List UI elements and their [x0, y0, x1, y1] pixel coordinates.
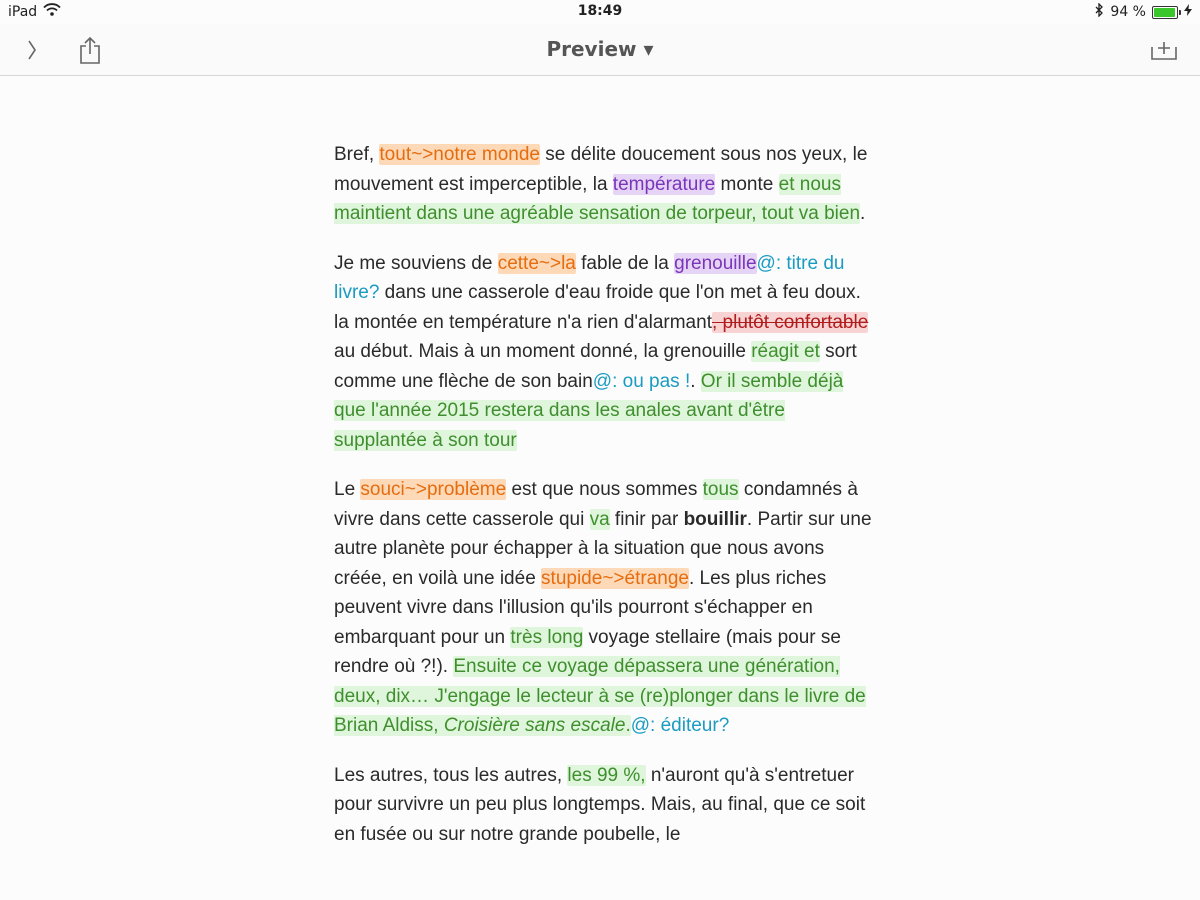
text: est que nous sommes: [506, 479, 703, 500]
addition: tous: [702, 479, 739, 500]
add-tray-icon: [1150, 39, 1178, 61]
status-time: 18:49: [577, 3, 623, 19]
substitution: cette~>la: [497, 252, 576, 274]
text: condamnés à vivre dans cette casserole qui: [334, 479, 858, 530]
caret-down-icon: ▾: [643, 37, 654, 61]
battery-percent: 94 %: [1110, 4, 1146, 20]
charging-icon: [1184, 4, 1192, 20]
paragraph-1: [334, 140, 874, 229]
text: .: [625, 715, 631, 736]
document-preview: [334, 140, 874, 869]
addition: va: [589, 508, 610, 530]
paragraph-3: [334, 475, 874, 741]
text: finir par: [609, 508, 684, 530]
paragraph-4: [334, 761, 874, 850]
text: au début. Mais à un moment donné, la grenouille: [334, 341, 752, 362]
text: .: [690, 370, 701, 392]
text: .: [860, 203, 866, 224]
text: monte: [715, 173, 779, 195]
status-bar: [0, 0, 1200, 24]
bluetooth-icon: [1095, 3, 1104, 21]
comment: @: éditeur?: [630, 715, 730, 736]
text: . Les plus riches peuvent vivre dans l'illusion qu'ils pourront s'échapper en embarquant pour un: [334, 567, 827, 648]
substitution: tout~>notre monde: [379, 144, 540, 165]
comment: @: ou pas !: [592, 370, 691, 392]
italic-text: Croisière sans escale: [443, 715, 626, 736]
addition: réagit et: [751, 341, 820, 362]
substitution: stupide~>étrange: [541, 567, 689, 589]
nav-bar: [0, 24, 1200, 76]
addition: les 99 %,: [567, 764, 646, 786]
text: Bref,: [334, 144, 380, 165]
text: dans une casserole d'eau froide que l'on met à feu doux. la montée en température n'a rien d'alarmant: [334, 282, 861, 333]
text: . Partir sur une autre planète pour échapper à la situation que nous avons créée, en voilà une idée: [334, 508, 872, 589]
paragraph-2: [334, 249, 874, 456]
bold-text: bouillir: [683, 508, 747, 530]
highlight: température: [612, 173, 716, 195]
text: voyage stellaire (mais pour se rendre où ?!).: [334, 626, 841, 677]
addition: et nous maintient dans une agréable sensation de torpeur, tout va bien: [334, 173, 861, 224]
text: se délite doucement sous nos yeux, le mouvement est imperceptible, la: [334, 144, 868, 195]
text: n'auront qu'à s'entretuer pour survivre un peu plus longtemps. Mais, au final, que ce soit en fusée ou sur notre grande poubelle, le: [334, 764, 866, 845]
text: fable de la: [575, 252, 675, 274]
text: Le: [334, 479, 361, 500]
substitution: souci~>problème: [360, 479, 507, 500]
addition: Or il semble déjà que l'année 2015 restera dans les anales avant d'être supplantée à son tour: [334, 370, 844, 451]
text: Ensuite ce voyage dépassera une génération, deux, dix… J'engage le lecteur à se (re)plonger dans le livre de Brian Aldiss,: [334, 656, 866, 736]
preview-title-menu[interactable]: [0, 37, 1200, 61]
text: sort comme une flèche de son bain: [334, 341, 857, 392]
text: Les autres, tous les autres,: [334, 764, 568, 786]
text: Je me souviens de: [334, 252, 498, 274]
addition: très long: [510, 626, 584, 648]
wifi-icon: [43, 3, 61, 20]
device-name: iPad: [8, 3, 38, 20]
highlight: grenouille: [674, 252, 757, 274]
page-title: Preview: [546, 37, 637, 61]
battery-icon: [1152, 6, 1178, 19]
new-document-button[interactable]: [1146, 32, 1182, 68]
comment: @: titre du livre?: [334, 252, 845, 303]
deletion: , plutôt confortable: [711, 311, 869, 333]
